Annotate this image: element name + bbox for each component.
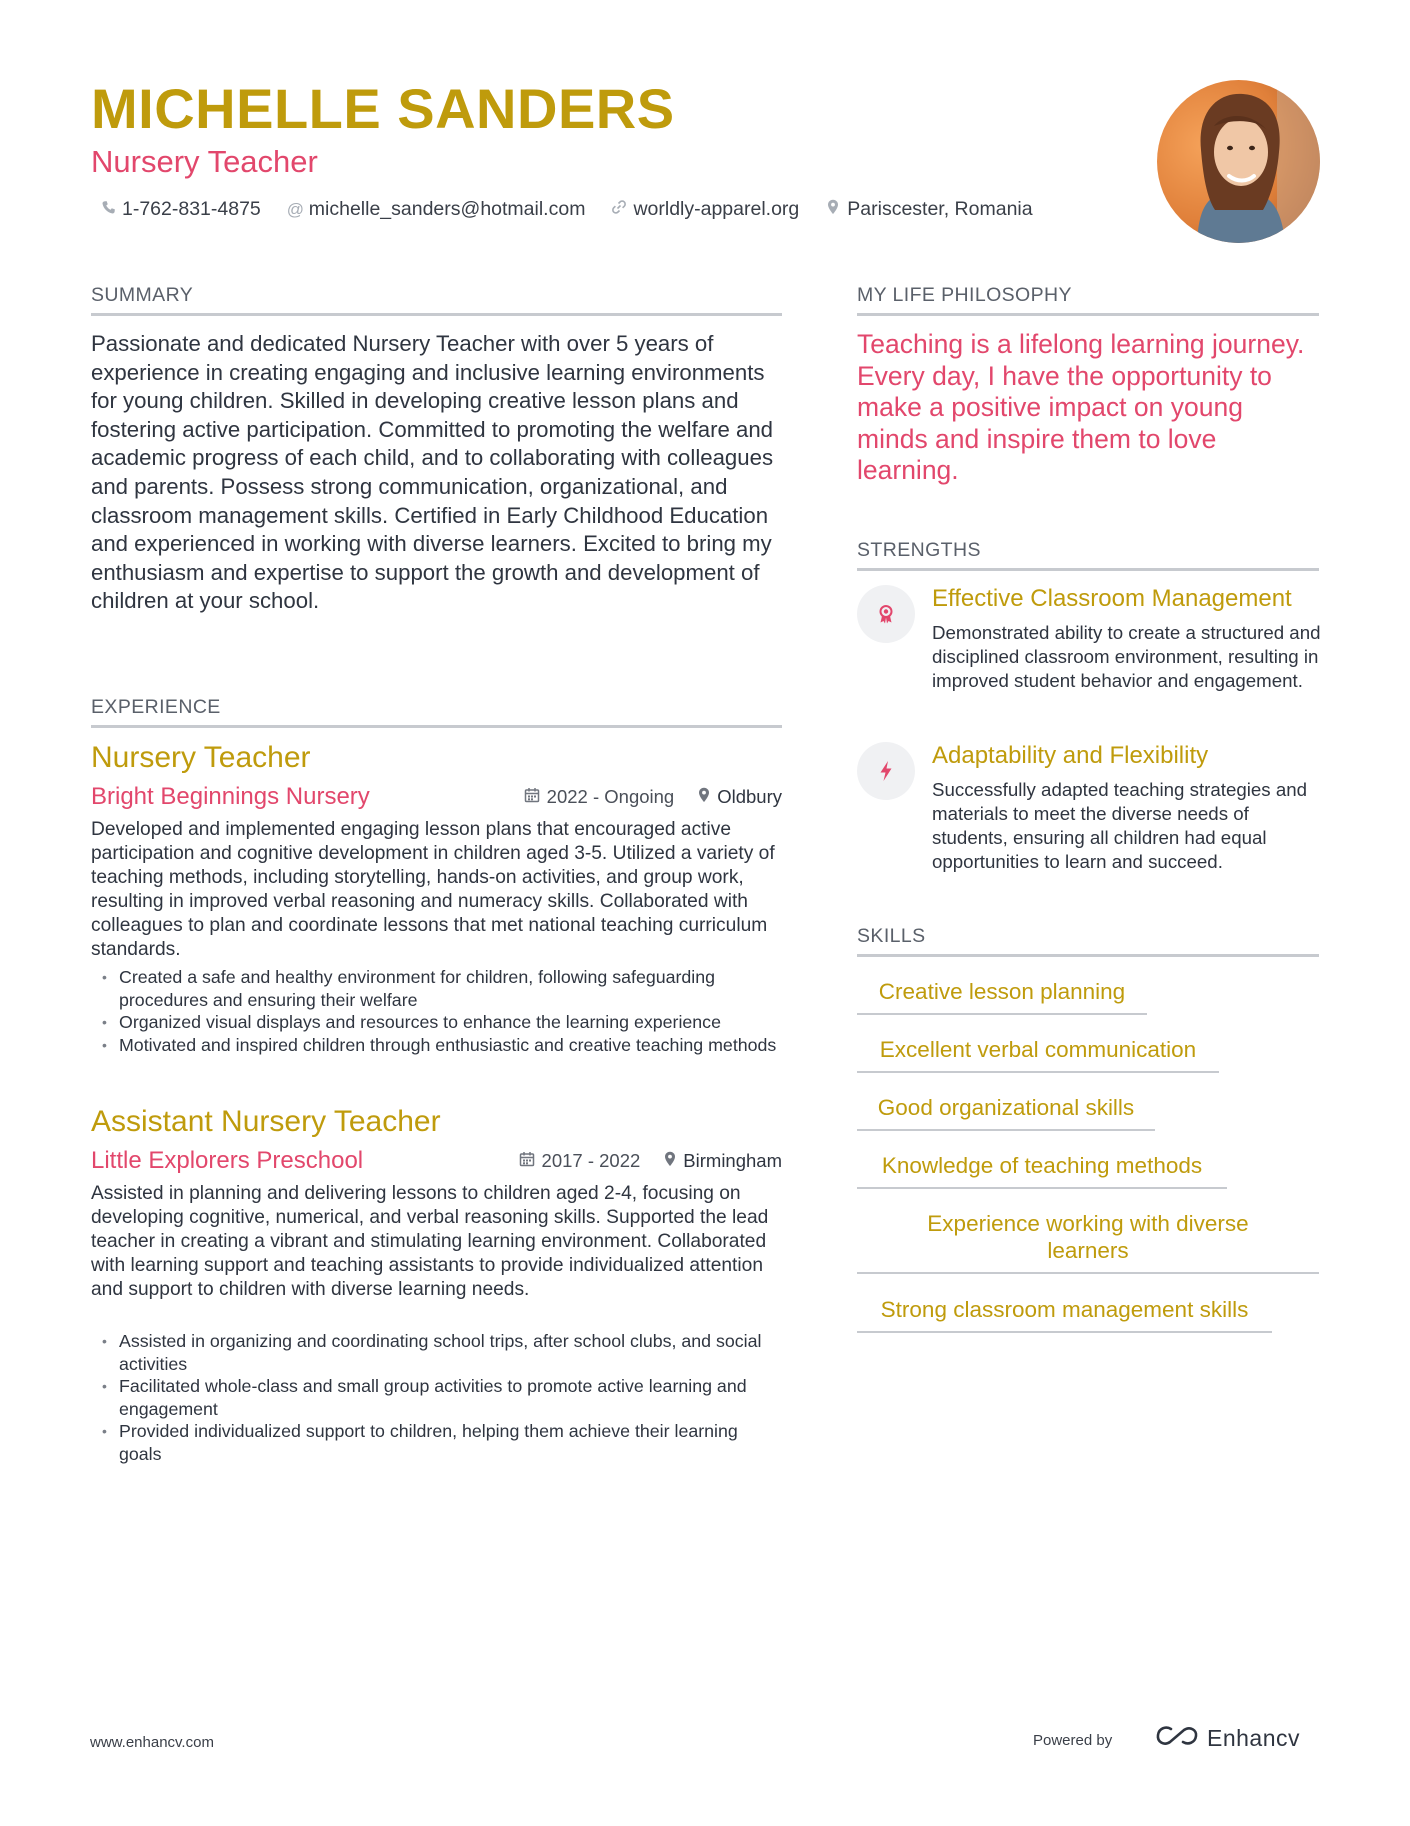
job-meta xyxy=(519,1150,782,1172)
contact-email xyxy=(287,198,586,221)
skill-tag: Knowledge of teaching methods xyxy=(857,1152,1227,1189)
enhancv-mark-icon xyxy=(1155,1724,1199,1753)
award-icon xyxy=(857,585,915,643)
calendar-icon xyxy=(519,1151,535,1172)
phone-text[interactable]: 1-762-831-4875 xyxy=(122,198,261,220)
strength-description: Demonstrated ability to create a structured and disciplined classroom environment, resulting in improved student behavior and engagement. xyxy=(932,622,1321,691)
job-bullet: • Facilitated whole-class and small group activities to promote active learning and engagement xyxy=(91,1375,782,1420)
strength-item xyxy=(857,585,1319,715)
job-bullets xyxy=(91,1330,782,1465)
skill-tag: Experience working with diverse learners xyxy=(857,1210,1319,1274)
job-dates-text: 2022 - Ongoing xyxy=(546,786,675,807)
link-icon xyxy=(611,199,627,220)
candidate-role: Nursery Teacher xyxy=(91,144,318,179)
job-company: Bright Beginnings Nursery xyxy=(91,783,370,810)
contact-phone xyxy=(100,198,261,221)
summary-text: Passionate and dedicated Nursery Teacher with over 5 years of experience in creating engaging and inclusive learning environments for young children. Skilled in developing creative lesson plans and fostering active participation. Committed to promoting the welfare and academic progress of each child, and to collaborating with colleagues and parents. Possess strong communication, organizational, and classroom management skills. Certified in Early Childhood Education and experienced in working with diverse learners. Excited to bring my enthusiasm and expertise to support the growth and development of children at your school. xyxy=(91,331,774,614)
job-description: Assisted in planning and delivering lessons to children aged 2-4, focusing on developing cognitive, numerical, and verbal reasoning skills. Supported the lead teacher in creating a vibrant and stimulating learning environment. Collaborated with learning support and teaching assistants to provide individualized attention and support to children with diverse learning needs. xyxy=(91,1183,769,1300)
job-meta xyxy=(524,786,782,808)
phone-icon xyxy=(100,200,116,220)
contact-row xyxy=(100,198,1033,221)
skill-tag: Creative lesson planning xyxy=(857,978,1147,1015)
experience-section-title: EXPERIENCE xyxy=(91,696,782,728)
job-bullets xyxy=(91,966,782,1056)
job-dates xyxy=(519,1150,641,1172)
skill-tag: Good organizational skills xyxy=(857,1094,1155,1131)
strength-description: Successfully adapted teaching strategies and materials to meet the diverse needs of students, ensuring all children had equal opportunities to learn and succeed. xyxy=(932,779,1308,872)
footer-url[interactable]: www.enhancv.com xyxy=(90,1734,214,1751)
at-icon: @ xyxy=(286,199,305,219)
job-bullet: • Created a safe and healthy environment for children, following safeguarding procedures and ensuring their welfare xyxy=(91,966,782,1011)
website-text[interactable]: worldly-apparel.org xyxy=(633,198,800,220)
calendar-icon xyxy=(524,787,540,808)
job-location xyxy=(664,1150,782,1172)
contact-website xyxy=(611,198,799,221)
enhancv-logo[interactable] xyxy=(1155,1724,1300,1753)
location-text: Pariscester, Romania xyxy=(847,198,1033,220)
strength-title: Adaptability and Flexibility xyxy=(932,742,1209,769)
skill-tag: Strong classroom management skills xyxy=(857,1296,1272,1333)
strength-title: Effective Classroom Management xyxy=(932,585,1292,612)
job-description: Developed and implemented engaging lesson plans that encouraged active participation and cognitive development in children aged 3-5. Utilized a variety of teaching methods, including storytelling, hands-on activities, and group work, resulting in improved verbal reasoning and numeracy skills. Collaborated with colleagues to plan and coordinate lessons that met national teaching curriculum standards. xyxy=(91,819,775,960)
job-bullet: • Assisted in organizing and coordinating school trips, after school clubs, and social activities xyxy=(91,1330,782,1375)
enhancv-wordmark: Enhancv xyxy=(1207,1725,1301,1751)
job-bullet: • Organized visual displays and resources to enhance the learning experience xyxy=(91,1011,782,1034)
contact-location xyxy=(825,198,1032,221)
summary-section-title: SUMMARY xyxy=(91,284,782,316)
strengths-section-title: STRENGTHS xyxy=(857,539,1319,571)
job-bullet: • Motivated and inspired children through enthusiastic and creative teaching methods xyxy=(91,1034,782,1057)
skills-section-title: SKILLS xyxy=(857,925,1319,957)
skill-tag: Excellent verbal communication xyxy=(857,1036,1219,1073)
candidate-name: MICHELLE SANDERS xyxy=(91,77,675,140)
philosophy-section-title: MY LIFE PHILOSOPHY xyxy=(857,284,1319,316)
location-pin-icon xyxy=(698,787,710,808)
job-title: Assistant Nursery Teacher xyxy=(91,1105,441,1138)
strength-item xyxy=(857,742,1319,882)
job-company: Little Explorers Preschool xyxy=(91,1147,364,1174)
lightning-icon xyxy=(857,742,915,800)
profile-photo xyxy=(1157,80,1320,243)
powered-by-label: Powered by xyxy=(1033,1732,1113,1749)
location-pin-icon xyxy=(825,199,841,220)
job-location-text: Birmingham xyxy=(683,1150,782,1171)
job-location-text: Oldbury xyxy=(717,786,782,807)
job-title: Nursery Teacher xyxy=(91,741,311,774)
job-bullet: • Provided individualized support to children, helping them achieve their learning goals xyxy=(91,1420,782,1465)
philosophy-quote: Teaching is a lifelong learning journey. Every day, I have the opportunity to make a positive impact on young minds and inspire them to love learning. xyxy=(857,329,1305,485)
job-location xyxy=(698,786,782,808)
location-pin-icon xyxy=(664,1151,676,1172)
job-dates-text: 2017 - 2022 xyxy=(541,1150,641,1171)
email-text[interactable]: michelle_sanders@hotmail.com xyxy=(308,198,586,220)
job-dates xyxy=(524,786,675,808)
